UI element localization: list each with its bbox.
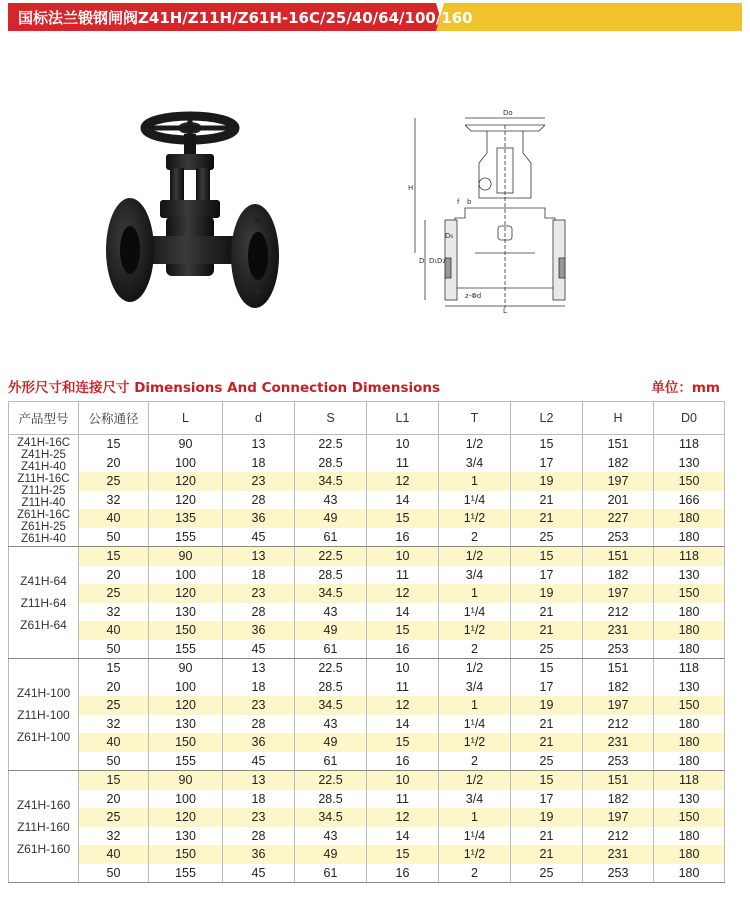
model-cell xyxy=(9,435,79,547)
model-name: Z11H-64 xyxy=(20,595,67,610)
model-name: Z61H-25 xyxy=(21,520,66,533)
model-name: Z41H-25 xyxy=(21,448,66,461)
cell-dn: 32 xyxy=(79,491,149,510)
header-l: L xyxy=(149,402,223,435)
header-d0: D0 xyxy=(654,402,725,435)
cell-h: 231 xyxy=(583,845,654,864)
cell-s: 28.5 xyxy=(295,566,367,585)
table-row xyxy=(9,659,725,678)
label-l: L xyxy=(503,307,507,313)
cell-dn: 25 xyxy=(79,584,149,603)
page-title: 国标法兰锻钢闸阀Z41H/Z11H/Z61H-16C/25/40/64/100/160 xyxy=(18,9,473,27)
table-row xyxy=(9,808,725,827)
header-t: T xyxy=(439,402,511,435)
cell-l2: 19 xyxy=(511,472,583,491)
cell-l1: 16 xyxy=(367,752,439,771)
table-header-row xyxy=(9,402,725,435)
cell-d0: 180 xyxy=(654,864,725,883)
cell-d0: 180 xyxy=(654,715,725,734)
cell-s: 61 xyxy=(295,640,367,659)
table-row xyxy=(9,603,725,622)
table-row xyxy=(9,678,725,697)
header-dn: 公称通径 xyxy=(79,402,149,435)
cell-l2: 17 xyxy=(511,790,583,809)
cell-d: 45 xyxy=(223,864,295,883)
header-l1: L1 xyxy=(367,402,439,435)
model-name: Z61H-40 xyxy=(21,532,66,545)
cell-h: 253 xyxy=(583,528,654,547)
cell-s: 34.5 xyxy=(295,584,367,603)
cell-dn: 20 xyxy=(79,454,149,473)
header-model: 产品型号 xyxy=(9,402,79,435)
model-name: Z41H-64 xyxy=(20,573,67,588)
cell-t: 1¹/4 xyxy=(439,603,511,622)
cell-t: 1¹/2 xyxy=(439,733,511,752)
cell-d: 28 xyxy=(223,715,295,734)
cell-h: 212 xyxy=(583,715,654,734)
cell-d: 45 xyxy=(223,640,295,659)
model-cell xyxy=(9,659,79,771)
cell-t: 3/4 xyxy=(439,454,511,473)
cell-d: 36 xyxy=(223,509,295,528)
header-h: H xyxy=(583,402,654,435)
cell-h: 197 xyxy=(583,696,654,715)
cell-dn: 32 xyxy=(79,827,149,846)
cell-h: 212 xyxy=(583,827,654,846)
cell-d0: 180 xyxy=(654,621,725,640)
cell-d0: 180 xyxy=(654,640,725,659)
header-s: S xyxy=(295,402,367,435)
model-name: Z61H-160 xyxy=(16,841,71,856)
title-banner xyxy=(0,0,750,34)
cell-d: 36 xyxy=(223,845,295,864)
cell-s: 34.5 xyxy=(295,696,367,715)
cell-h: 231 xyxy=(583,621,654,640)
table-row xyxy=(9,715,725,734)
cell-s: 22.5 xyxy=(295,547,367,566)
label-d2: D₂ xyxy=(437,257,446,265)
table-row xyxy=(9,621,725,640)
cell-d0: 130 xyxy=(654,454,725,473)
cell-dn: 20 xyxy=(79,678,149,697)
cell-h: 212 xyxy=(583,603,654,622)
model-cell xyxy=(9,547,79,659)
cell-h: 253 xyxy=(583,640,654,659)
cell-l1: 11 xyxy=(367,566,439,585)
cell-l2: 17 xyxy=(511,566,583,585)
cell-d: 13 xyxy=(223,435,295,454)
cell-d0: 180 xyxy=(654,528,725,547)
valve-photo xyxy=(100,108,290,323)
cell-dn: 15 xyxy=(79,659,149,678)
cell-h: 253 xyxy=(583,864,654,883)
table-row xyxy=(9,454,725,473)
cell-d0: 118 xyxy=(654,771,725,790)
cell-t: 2 xyxy=(439,864,511,883)
cell-l2: 15 xyxy=(511,771,583,790)
cell-l2: 19 xyxy=(511,584,583,603)
cell-l1: 16 xyxy=(367,640,439,659)
cell-l2: 21 xyxy=(511,621,583,640)
cell-l2: 21 xyxy=(511,491,583,510)
cell-d: 36 xyxy=(223,621,295,640)
cell-dn: 15 xyxy=(79,771,149,790)
cell-dn: 40 xyxy=(79,845,149,864)
cell-d: 28 xyxy=(223,491,295,510)
model-name: Z11H-160 xyxy=(17,819,70,834)
cell-l: 155 xyxy=(149,752,223,771)
cell-l1: 14 xyxy=(367,491,439,510)
cell-s: 22.5 xyxy=(295,435,367,454)
cell-h: 197 xyxy=(583,584,654,603)
cell-h: 201 xyxy=(583,491,654,510)
cell-l1: 15 xyxy=(367,621,439,640)
cell-dn: 40 xyxy=(79,509,149,528)
table-row xyxy=(9,733,725,752)
cell-l2: 25 xyxy=(511,752,583,771)
cell-h: 197 xyxy=(583,808,654,827)
cell-l1: 16 xyxy=(367,864,439,883)
cell-h: 151 xyxy=(583,771,654,790)
model-name: Z11H-16C xyxy=(17,472,70,485)
cell-t: 1¹/2 xyxy=(439,845,511,864)
cell-s: 43 xyxy=(295,491,367,510)
cell-d0: 150 xyxy=(654,472,725,491)
cell-d: 45 xyxy=(223,752,295,771)
cell-l: 155 xyxy=(149,528,223,547)
label-d6: D₆ xyxy=(445,232,454,240)
cell-d0: 130 xyxy=(654,678,725,697)
cell-t: 3/4 xyxy=(439,566,511,585)
cell-d0: 118 xyxy=(654,435,725,454)
cell-s: 43 xyxy=(295,827,367,846)
cell-s: 49 xyxy=(295,733,367,752)
cell-l2: 21 xyxy=(511,733,583,752)
cell-l2: 15 xyxy=(511,547,583,566)
table-row xyxy=(9,528,725,547)
cell-l1: 15 xyxy=(367,845,439,864)
cell-s: 28.5 xyxy=(295,678,367,697)
section-title: 外形尺寸和连接尺寸 Dimensions And Connection Dimensions xyxy=(8,380,441,396)
cell-l2: 15 xyxy=(511,659,583,678)
cell-t: 1/2 xyxy=(439,435,511,454)
cell-dn: 40 xyxy=(79,621,149,640)
cell-h: 227 xyxy=(583,509,654,528)
cell-l: 90 xyxy=(149,435,223,454)
cell-d0: 130 xyxy=(654,790,725,809)
model-name: Z11H-100 xyxy=(17,707,70,722)
cell-d0: 150 xyxy=(654,696,725,715)
cell-d0: 180 xyxy=(654,509,725,528)
cell-dn: 50 xyxy=(79,528,149,547)
technical-drawing xyxy=(405,108,605,313)
model-cell xyxy=(9,771,79,883)
cell-d: 13 xyxy=(223,659,295,678)
cell-l: 90 xyxy=(149,771,223,790)
cell-l: 130 xyxy=(149,827,223,846)
cell-dn: 15 xyxy=(79,547,149,566)
cell-d0: 130 xyxy=(654,566,725,585)
cell-t: 1 xyxy=(439,808,511,827)
cell-l: 130 xyxy=(149,603,223,622)
table-row xyxy=(9,696,725,715)
cell-t: 1¹/2 xyxy=(439,621,511,640)
cell-l1: 11 xyxy=(367,454,439,473)
cell-d0: 180 xyxy=(654,845,725,864)
cell-d0: 118 xyxy=(654,659,725,678)
label-d: D xyxy=(419,257,425,265)
table-row xyxy=(9,790,725,809)
unit-label: 单位：mm xyxy=(651,380,720,396)
model-name: Z41H-16C xyxy=(16,436,71,449)
cell-s: 61 xyxy=(295,752,367,771)
cell-l2: 19 xyxy=(511,696,583,715)
cell-l: 100 xyxy=(149,790,223,809)
cell-d: 18 xyxy=(223,454,295,473)
cell-l1: 15 xyxy=(367,509,439,528)
cell-t: 1¹/4 xyxy=(439,491,511,510)
cell-l: 90 xyxy=(149,547,223,566)
cell-l: 100 xyxy=(149,454,223,473)
table-row xyxy=(9,566,725,585)
cell-l2: 25 xyxy=(511,640,583,659)
label-h: H xyxy=(408,184,414,192)
cell-t: 1 xyxy=(439,696,511,715)
cell-l2: 21 xyxy=(511,827,583,846)
cell-t: 2 xyxy=(439,528,511,547)
cell-l1: 11 xyxy=(367,790,439,809)
cell-d: 18 xyxy=(223,790,295,809)
model-name: Z61H-64 xyxy=(20,617,67,632)
cell-s: 34.5 xyxy=(295,472,367,491)
cell-h: 231 xyxy=(583,733,654,752)
cell-t: 1 xyxy=(439,584,511,603)
cell-l2: 21 xyxy=(511,603,583,622)
cell-l: 150 xyxy=(149,621,223,640)
cell-l2: 21 xyxy=(511,845,583,864)
cell-d0: 118 xyxy=(654,547,725,566)
cell-l1: 12 xyxy=(367,584,439,603)
cell-d0: 150 xyxy=(654,808,725,827)
cell-d: 45 xyxy=(223,528,295,547)
cell-h: 253 xyxy=(583,752,654,771)
table-body xyxy=(9,435,725,883)
cell-l1: 14 xyxy=(367,715,439,734)
cell-l1: 12 xyxy=(367,696,439,715)
cell-t: 1¹/4 xyxy=(439,827,511,846)
cell-d: 23 xyxy=(223,808,295,827)
cell-s: 43 xyxy=(295,715,367,734)
label-d1: D₁ xyxy=(429,257,438,265)
cell-d0: 166 xyxy=(654,491,725,510)
model-name: Z41H-40 xyxy=(21,460,66,473)
cell-s: 61 xyxy=(295,528,367,547)
cell-d0: 180 xyxy=(654,827,725,846)
cell-dn: 32 xyxy=(79,715,149,734)
table-row xyxy=(9,584,725,603)
cell-l: 130 xyxy=(149,715,223,734)
cell-l: 120 xyxy=(149,584,223,603)
cell-s: 49 xyxy=(295,621,367,640)
cell-l2: 15 xyxy=(511,435,583,454)
cell-t: 2 xyxy=(439,752,511,771)
cell-s: 49 xyxy=(295,509,367,528)
cell-t: 2 xyxy=(439,640,511,659)
cell-dn: 50 xyxy=(79,864,149,883)
table-row xyxy=(9,845,725,864)
cell-l: 120 xyxy=(149,491,223,510)
label-f: f xyxy=(457,198,460,206)
cell-h: 151 xyxy=(583,547,654,566)
cell-d: 18 xyxy=(223,678,295,697)
table-row xyxy=(9,752,725,771)
cell-h: 197 xyxy=(583,472,654,491)
cell-s: 49 xyxy=(295,845,367,864)
cell-t: 1/2 xyxy=(439,547,511,566)
cell-d0: 180 xyxy=(654,752,725,771)
cell-l1: 10 xyxy=(367,771,439,790)
label-b: b xyxy=(467,198,472,206)
cell-dn: 15 xyxy=(79,435,149,454)
cell-l: 135 xyxy=(149,509,223,528)
cell-dn: 40 xyxy=(79,733,149,752)
cell-t: 1¹/4 xyxy=(439,715,511,734)
cell-t: 1¹/2 xyxy=(439,509,511,528)
table-row xyxy=(9,864,725,883)
cell-l2: 25 xyxy=(511,528,583,547)
cell-t: 1/2 xyxy=(439,771,511,790)
cell-l2: 21 xyxy=(511,715,583,734)
table-row xyxy=(9,509,725,528)
header-d: d xyxy=(223,402,295,435)
cell-dn: 25 xyxy=(79,808,149,827)
cell-t: 1 xyxy=(439,472,511,491)
cell-l: 120 xyxy=(149,472,223,491)
cell-s: 22.5 xyxy=(295,659,367,678)
model-name: Z41H-100 xyxy=(16,685,71,700)
table-row xyxy=(9,547,725,566)
cell-d: 28 xyxy=(223,827,295,846)
cell-l2: 17 xyxy=(511,454,583,473)
cell-d: 18 xyxy=(223,566,295,585)
table-row xyxy=(9,472,725,491)
cell-t: 3/4 xyxy=(439,678,511,697)
cell-t: 1/2 xyxy=(439,659,511,678)
cell-d: 23 xyxy=(223,472,295,491)
cell-dn: 20 xyxy=(79,566,149,585)
cell-h: 151 xyxy=(583,659,654,678)
cell-dn: 50 xyxy=(79,752,149,771)
cell-h: 182 xyxy=(583,678,654,697)
cell-l: 155 xyxy=(149,864,223,883)
cell-h: 182 xyxy=(583,454,654,473)
cell-dn: 32 xyxy=(79,603,149,622)
model-name: Z11H-25 xyxy=(21,484,66,497)
cell-l2: 25 xyxy=(511,864,583,883)
cell-h: 151 xyxy=(583,435,654,454)
cell-l: 120 xyxy=(149,696,223,715)
cell-dn: 25 xyxy=(79,696,149,715)
dimensions-table xyxy=(8,401,725,883)
cell-d0: 150 xyxy=(654,584,725,603)
cell-t: 3/4 xyxy=(439,790,511,809)
cell-l1: 12 xyxy=(367,472,439,491)
cell-l2: 17 xyxy=(511,678,583,697)
cell-d: 28 xyxy=(223,603,295,622)
cell-l1: 10 xyxy=(367,547,439,566)
cell-d0: 180 xyxy=(654,733,725,752)
table-row xyxy=(9,435,725,454)
cell-l1: 14 xyxy=(367,827,439,846)
label-bolt: z-Φd xyxy=(465,292,482,300)
cell-h: 182 xyxy=(583,566,654,585)
cell-l1: 10 xyxy=(367,435,439,454)
cell-l: 150 xyxy=(149,845,223,864)
cell-d0: 180 xyxy=(654,603,725,622)
cell-l1: 15 xyxy=(367,733,439,752)
cell-dn: 50 xyxy=(79,640,149,659)
model-name: Z61H-16C xyxy=(16,508,71,521)
cell-l: 90 xyxy=(149,659,223,678)
cell-l: 100 xyxy=(149,678,223,697)
cell-d: 13 xyxy=(223,547,295,566)
label-d0: Do xyxy=(503,109,513,117)
cell-l1: 16 xyxy=(367,528,439,547)
model-name: Z61H-100 xyxy=(16,729,71,744)
cell-d: 23 xyxy=(223,584,295,603)
cell-l2: 19 xyxy=(511,808,583,827)
cell-l: 100 xyxy=(149,566,223,585)
cell-dn: 20 xyxy=(79,790,149,809)
cell-s: 34.5 xyxy=(295,808,367,827)
cell-l1: 10 xyxy=(367,659,439,678)
table-row xyxy=(9,827,725,846)
cell-s: 61 xyxy=(295,864,367,883)
banner-yellow-stripe xyxy=(436,3,742,31)
cell-s: 28.5 xyxy=(295,790,367,809)
cell-l1: 12 xyxy=(367,808,439,827)
cell-s: 43 xyxy=(295,603,367,622)
cell-l: 120 xyxy=(149,808,223,827)
model-name: Z11H-40 xyxy=(21,496,66,509)
cell-s: 22.5 xyxy=(295,771,367,790)
cell-l1: 14 xyxy=(367,603,439,622)
cell-d: 13 xyxy=(223,771,295,790)
cell-dn: 25 xyxy=(79,472,149,491)
cell-d: 23 xyxy=(223,696,295,715)
model-name: Z41H-160 xyxy=(16,797,71,812)
header-l2: L2 xyxy=(511,402,583,435)
cell-l1: 11 xyxy=(367,678,439,697)
cell-h: 182 xyxy=(583,790,654,809)
cell-l2: 21 xyxy=(511,509,583,528)
cell-l: 155 xyxy=(149,640,223,659)
table-row xyxy=(9,491,725,510)
table-row xyxy=(9,640,725,659)
cell-s: 28.5 xyxy=(295,454,367,473)
cell-d: 36 xyxy=(223,733,295,752)
cell-l: 150 xyxy=(149,733,223,752)
table-row xyxy=(9,771,725,790)
